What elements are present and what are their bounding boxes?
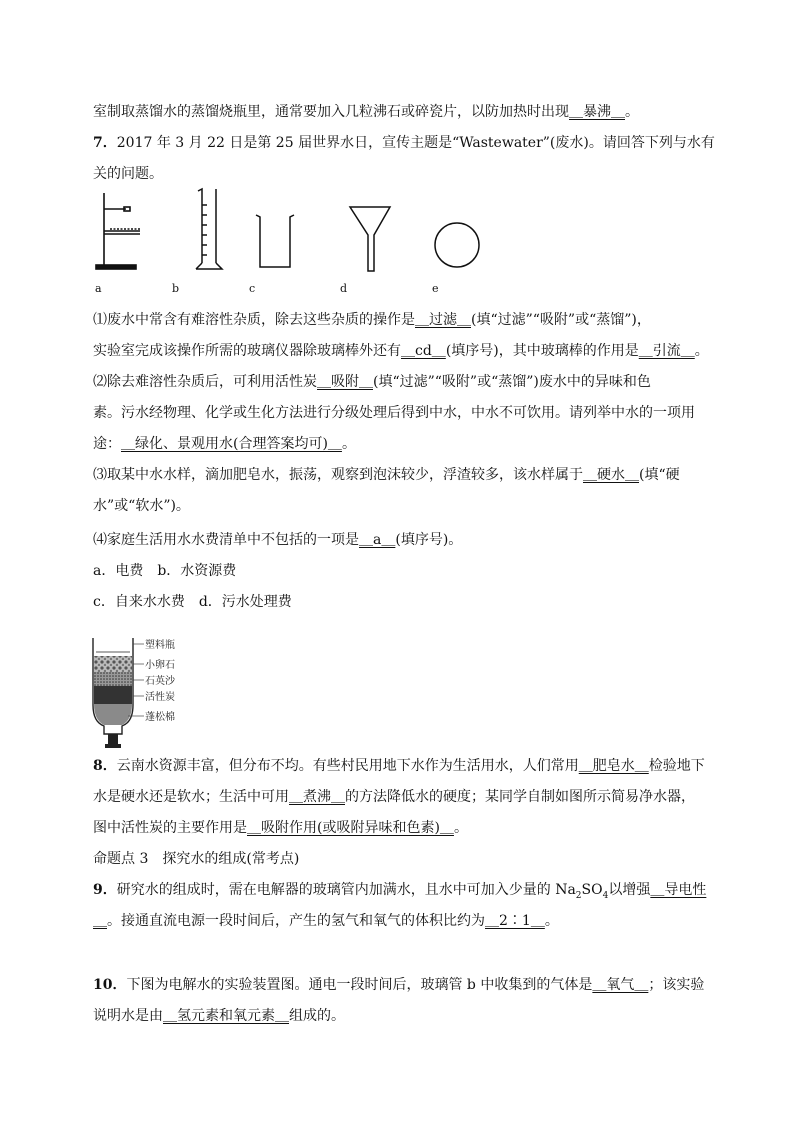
q8-answer1: ＿肥皂水＿ [578, 758, 649, 774]
q9-number: 9． [93, 882, 117, 898]
q7-p2-line1 [93, 372, 651, 392]
graduated-cylinder-icon [196, 189, 222, 269]
q9-text: 研究水的组成时，需在电解器的玻璃管内加满水，且水中可加入少量的 Na [116, 882, 576, 898]
q7-p2-text4: 。 [341, 436, 356, 452]
q7-p1-text3: (填序号)，其中玻璃棒的作用是 [445, 343, 639, 359]
q7-p2-text3: 途： [93, 436, 121, 452]
q10-line1 [93, 975, 704, 995]
q6-answer: ＿暴沸＿ [569, 104, 625, 120]
label-activated-carbon: 活性炭 [145, 692, 175, 703]
funnel-icon [350, 207, 390, 271]
q7-p1-text: ⑴废水中常含有难溶性杂质，除去这些杂质的操作是 [93, 312, 415, 328]
q9-answer1-cont: ＿ [93, 913, 107, 929]
beaker-icon [256, 215, 294, 267]
q7-p2-line2 [93, 403, 695, 423]
section-heading: 命题点 3 探究水的组成(常考点) [93, 851, 300, 867]
label-cotton: 蓬松棉 [145, 712, 175, 723]
label-quartz-sand: 石英沙 [145, 676, 175, 687]
q8-text5: 。 [453, 820, 468, 836]
label-d: d [340, 282, 348, 295]
q7-options-cd: c．自来水水费 d．污水处理费 [93, 594, 292, 610]
q7-p4-line [93, 530, 462, 550]
label-bottle: 塑料瓶 [145, 640, 175, 651]
q7-p1-answer3: ＿引流＿ [638, 343, 695, 359]
q10-number: 10． [93, 977, 127, 993]
q9-sub1: 2 [575, 890, 582, 901]
q9-answer1: ＿导电性 [650, 882, 707, 898]
q9-line2 [93, 911, 559, 931]
q7-p4-text-end: (填序号)。 [395, 532, 463, 548]
q7-intro-cont: 关的问题。 [93, 166, 163, 182]
q6-tail-line [93, 102, 639, 122]
q7-intro: 2017 年 3 月 22 日是第 25 届世界水日，宣传主题是“Wastewater”(废水)。请回答下列与水有 [116, 135, 715, 151]
q7-p1-answer: ＿过滤＿ [415, 312, 471, 328]
q7-p1-line2 [93, 341, 709, 361]
label-c: c [249, 282, 256, 295]
q8-text: 云南水资源丰富，但分布不均。有些村民用地下水作为生活用水，人们常用 [116, 758, 579, 774]
q8-text2: 水是硬水还是软水；生活中可用 [93, 789, 289, 805]
q9-text2: 。接通直流电源一段时间后，产生的氢气和氧气的体积比约为 [107, 913, 485, 929]
water-filter-figure [88, 630, 198, 754]
q7-p1-text4: 。 [694, 343, 709, 359]
q9-text-mid: SO [581, 882, 603, 898]
q10-line2 [93, 1006, 345, 1026]
q7-p3-text2: 水”或“软水”)。 [93, 498, 190, 514]
q8-text-end: 检验地下 [648, 758, 705, 774]
q9-text3: 。 [544, 913, 559, 929]
q8-answer3: ＿吸附作用(或吸附异味和色素)＿ [247, 820, 454, 836]
section-title [93, 849, 299, 869]
q7-p4-text: ⑷家庭生活用水水费清单中不包括的一项是 [93, 532, 359, 548]
q10-text2: 说明水是由 [93, 1008, 163, 1024]
q7-intro-line1 [93, 133, 715, 153]
q8-number: 8． [93, 758, 117, 774]
q8-line2 [93, 787, 695, 807]
apparatus-figure [90, 185, 490, 275]
q8-answer2: ＿煮沸＿ [289, 789, 345, 805]
q7-p2-answer2: ＿绿化、景观用水(合理答案均可)＿ [121, 436, 342, 452]
q6-text: 室制取蒸馏水的蒸馏烧瓶里，通常要加入几粒沸石或碎瓷片，以防加热时出现 [93, 104, 569, 120]
q7-p2-text: ⑵除去难溶性杂质后，可利用活性炭 [93, 374, 317, 390]
q7-p2-line3 [93, 434, 356, 454]
label-pebbles: 小卵石 [145, 660, 175, 671]
q9-line1 [93, 880, 706, 906]
q7-options-ab: a．电费 b．水资源费 [93, 563, 237, 579]
q10-text3: 组成的。 [289, 1008, 345, 1024]
q7-options-line1 [93, 561, 236, 581]
q7-number: 7． [93, 135, 117, 151]
q7-p1-text2: 实验室完成该操作所需的玻璃仪器除玻璃棒外还有 [93, 343, 401, 359]
q10-answer1: ＿氧气＿ [592, 977, 649, 993]
q7-p2-text-end: (填“过滤”“吸附”或“蒸馏”)废水中的异味和色 [373, 374, 651, 390]
label-e: e [432, 282, 439, 295]
q10-text: 下图为电解水的实验装置图。通电一段时间后，玻璃管 b 中收集到的气体是 [126, 977, 593, 993]
label-b: b [172, 282, 180, 295]
q8-text4: 图中活性炭的主要作用是 [93, 820, 247, 836]
q7-p3-text-end: (填“硬 [639, 467, 680, 483]
filter-bottle-icon [93, 638, 133, 748]
q7-p1-text-end: (填“过滤”“吸附”或“蒸馏”)， [471, 312, 651, 328]
q8-text3: 的方法降低水的硬度；某同学自制如图所示简易净水器， [345, 789, 695, 805]
q10-answer2: ＿氢元素和氧元素＿ [163, 1008, 289, 1024]
q7-p4-answer: ＿a＿ [359, 532, 396, 548]
q8-line1 [93, 756, 705, 776]
q9-answer2: ＿2∶1＿ [485, 913, 545, 929]
q7-p2-text2: 素。污水经物理、化学或生化方法进行分级处理后得到中水，中水不可饮用。请列举中水的一项用 [93, 405, 695, 421]
q6-text-end: 。 [625, 104, 639, 120]
q10-text-end: ；该实验 [648, 977, 705, 993]
q7-p3-answer: ＿硬水＿ [583, 467, 639, 483]
q7-p2-answer: ＿吸附＿ [317, 374, 373, 390]
q7-p1-answer2: ＿cd＿ [401, 343, 446, 359]
q7-options-line2 [93, 592, 292, 612]
q7-intro-line2 [93, 164, 163, 184]
label-a: a [95, 282, 102, 295]
q8-line3 [93, 818, 468, 838]
q7-p3-text: ⑶取某中水水样，滴加肥皂水，振荡，观察到泡沫较少，浮渣较多，该水样属于 [93, 467, 583, 483]
filter-paper-icon [435, 223, 479, 267]
q9-sub2: 4 [602, 890, 609, 901]
q7-p3-line1 [93, 465, 680, 485]
iron-stand-icon [96, 193, 140, 269]
q7-p1-line1 [93, 310, 651, 330]
q7-p3-line2 [93, 496, 190, 516]
q9-text-after: 以增强 [608, 882, 651, 898]
